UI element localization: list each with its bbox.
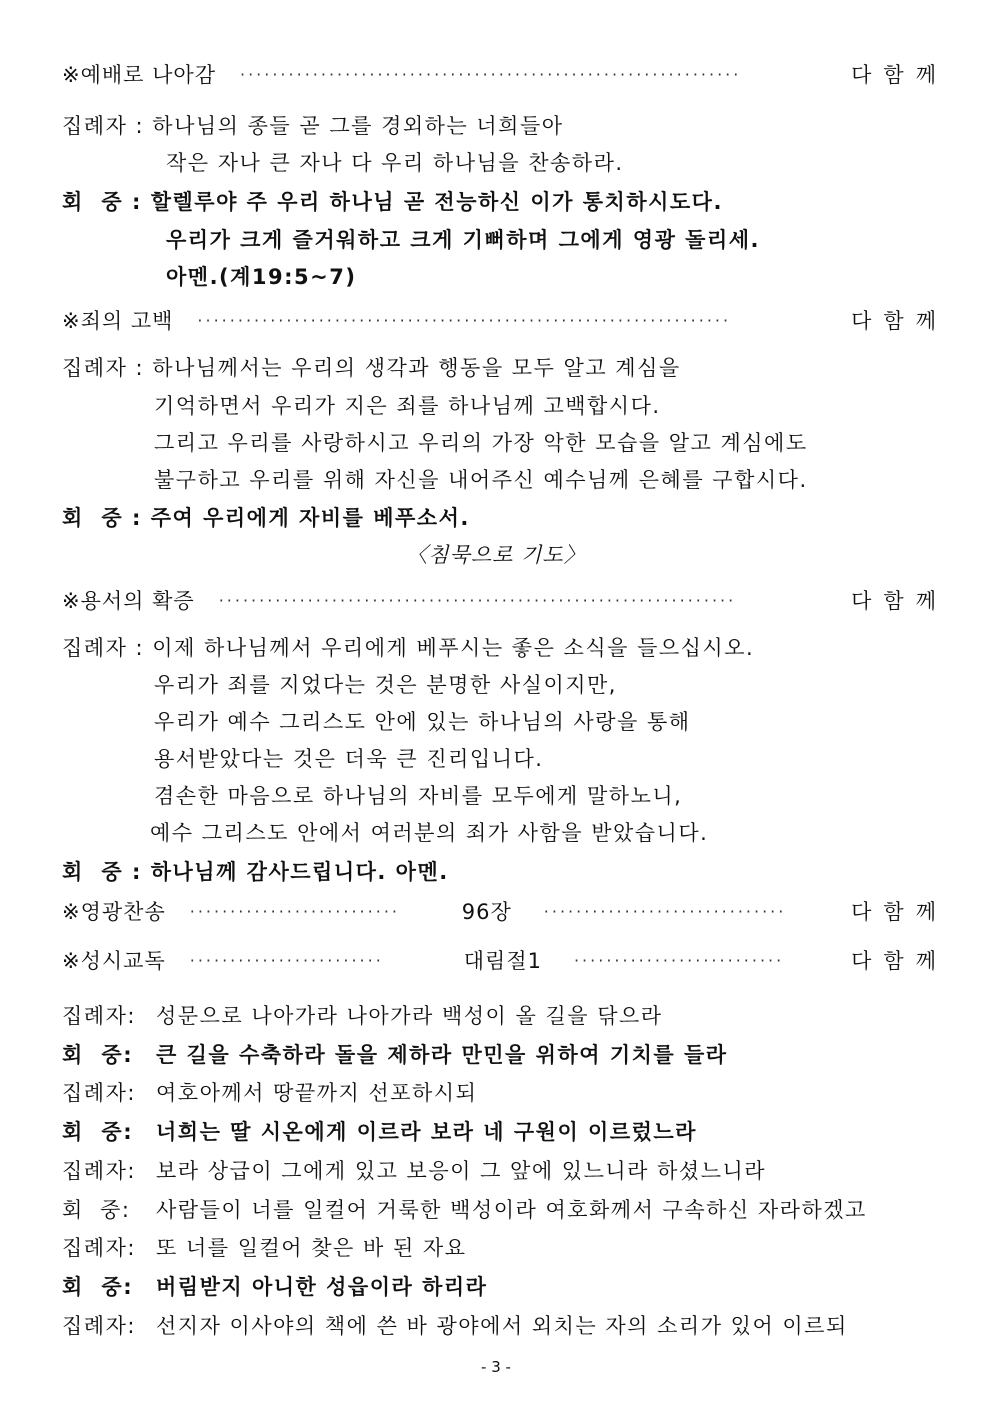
role-label: 집례자 : (62, 114, 145, 138)
leader-line: 기억하면서 우리가 지은 죄를 하나님께 고백합시다. (154, 394, 661, 418)
section-title: ※예배로 나아감 (62, 63, 216, 87)
role-label: 회 중: (62, 1198, 131, 1222)
leader-line: 그리고 우리를 사랑하시고 우리의 가장 악한 모습을 알고 계심에도 (154, 431, 808, 455)
people-line (62, 1271, 487, 1301)
leader-line: 우리가 예수 그리스도 안에 있는 하나님의 사랑을 통해 (154, 710, 691, 734)
section-header-confession (62, 303, 948, 337)
role-label: 집례자: (62, 1081, 136, 1105)
role-label: 회 중: (62, 1120, 134, 1144)
role-label: 회 중 : (62, 190, 142, 214)
line-text: 성문으로 나아가라 나아가라 백성이 올 길을 닦으라 (156, 1004, 663, 1028)
leader-line: 불구하고 우리를 위해 자신을 내어주신 예수님께 은혜를 구합시다. (154, 468, 808, 492)
section-header-responsive-reading (62, 943, 948, 977)
section-title: ※성시교독 (62, 949, 166, 973)
section-title: ※용서의 확증 (62, 589, 195, 613)
section-header-call-to-worship (62, 57, 948, 91)
line-text: 할렐루야 주 우리 하나님 곧 전능하신 이가 통치하시도다. (150, 190, 723, 214)
role-label: 회 중: (62, 1275, 134, 1299)
line-text: 이제 하나님께서 우리에게 베푸시는 좋은 소식을 들으십시오. (152, 636, 755, 660)
leader-line: 겸손한 마음으로 하나님의 자비를 모두에게 말하노니, (154, 784, 683, 808)
leader-line (62, 632, 754, 662)
people-line (62, 856, 449, 886)
people-line: 우리가 크게 즐거워하고 크게 기뻐하며 그에게 영광 돌리세. (166, 228, 761, 252)
hymn-number: 96장 (461, 900, 512, 924)
line-text: 너희는 딸 시온에게 이르라 보라 네 구원이 이르렀느라 (156, 1120, 697, 1144)
leader-dots: ·································································· (197, 310, 732, 330)
line-text: 사람들이 너를 일컬어 거룩한 백성이라 여호화께서 구속하신 자라하겠고 (156, 1198, 867, 1222)
line-text: 하나님의 종들 곧 그를 경외하는 너희들아 (152, 114, 564, 138)
leader-line: 우리가 죄를 지었다는 것은 분명한 사실이지만, (154, 673, 617, 697)
line-text: 하나님께서는 우리의 생각과 행동을 모두 알고 계심을 (152, 356, 681, 380)
role-label: 집례자 : (62, 356, 145, 380)
line-text: 버림받지 아니한 성읍이라 하리라 (156, 1275, 488, 1299)
role-label: 집례자 : (62, 636, 145, 660)
leader-line (62, 1077, 477, 1107)
line-text: 또 너를 일컬어 찾은 바 된 자요 (156, 1236, 467, 1260)
reading-title: 대림절1 (463, 949, 542, 973)
leader-line (62, 110, 564, 140)
role-label: 집례자: (62, 1236, 136, 1260)
leader-line: 작은 자나 큰 자나 다 우리 하나님을 찬송하라. (166, 151, 624, 175)
section-header-assurance (62, 583, 948, 617)
line-text: 보라 상급이 그에게 있고 보응이 그 앞에 있느니라 하셨느니라 (156, 1159, 767, 1183)
leader-dots: ······························································ (240, 64, 742, 84)
role-label: 집례자: (62, 1159, 136, 1183)
leader-dots: ·························· (573, 950, 785, 970)
people-line (62, 1194, 867, 1224)
section-participant: 다함께 (851, 589, 948, 613)
section-participant: 다함께 (851, 63, 948, 87)
line-text: 선지자 이사야의 책에 쓴 바 광야에서 외치는 자의 소리가 있어 이르되 (156, 1314, 848, 1338)
page-number: - 3 - (481, 1358, 511, 1376)
section-title: ※죄의 고백 (62, 309, 174, 333)
leader-line (62, 1000, 663, 1030)
people-line (62, 1116, 697, 1146)
line-text: 큰 길을 수축하라 돌을 제하라 만민을 위하여 기치를 들라 (156, 1043, 728, 1067)
role-label: 회 중 : (62, 860, 142, 884)
leader-dots: ································································ (218, 590, 737, 610)
section-participant: 다함께 (851, 309, 948, 333)
leader-dots: ························ (189, 950, 384, 970)
section-header-gloria (62, 894, 948, 928)
section-title: ※영광찬송 (62, 900, 166, 924)
line-text: 하나님께 감사드립니다. 아멘. (150, 860, 449, 884)
section-participant: 다함께 (851, 949, 948, 973)
role-label: 회 중 : (62, 506, 142, 530)
people-line (62, 502, 470, 532)
leader-dots: ·························· (189, 901, 400, 921)
leader-line (62, 1155, 766, 1185)
leader-line (62, 352, 681, 382)
role-label: 집례자: (62, 1314, 136, 1338)
leader-dots: ······························ (543, 901, 787, 921)
line-text: 여호아께서 땅끝까지 선포하시되 (156, 1081, 478, 1105)
leader-line (62, 1232, 466, 1262)
role-label: 회 중: (62, 1043, 134, 1067)
silent-prayer-note: 〈침묵으로 기도〉 (406, 543, 586, 567)
leader-line: 예수 그리스도 안에서 여러분의 죄가 사함을 받았습니다. (150, 821, 709, 845)
role-label: 집례자: (62, 1004, 136, 1028)
section-participant: 다함께 (851, 900, 948, 924)
leader-line (62, 1310, 848, 1340)
line-text: 주여 우리에게 자비를 베푸소서. (150, 506, 470, 530)
people-line (62, 186, 723, 216)
people-line (62, 1039, 728, 1069)
leader-line: 용서받았다는 것은 더욱 큰 진리입니다. (154, 747, 544, 771)
people-line: 아멘.(계19:5~7) (166, 265, 357, 289)
